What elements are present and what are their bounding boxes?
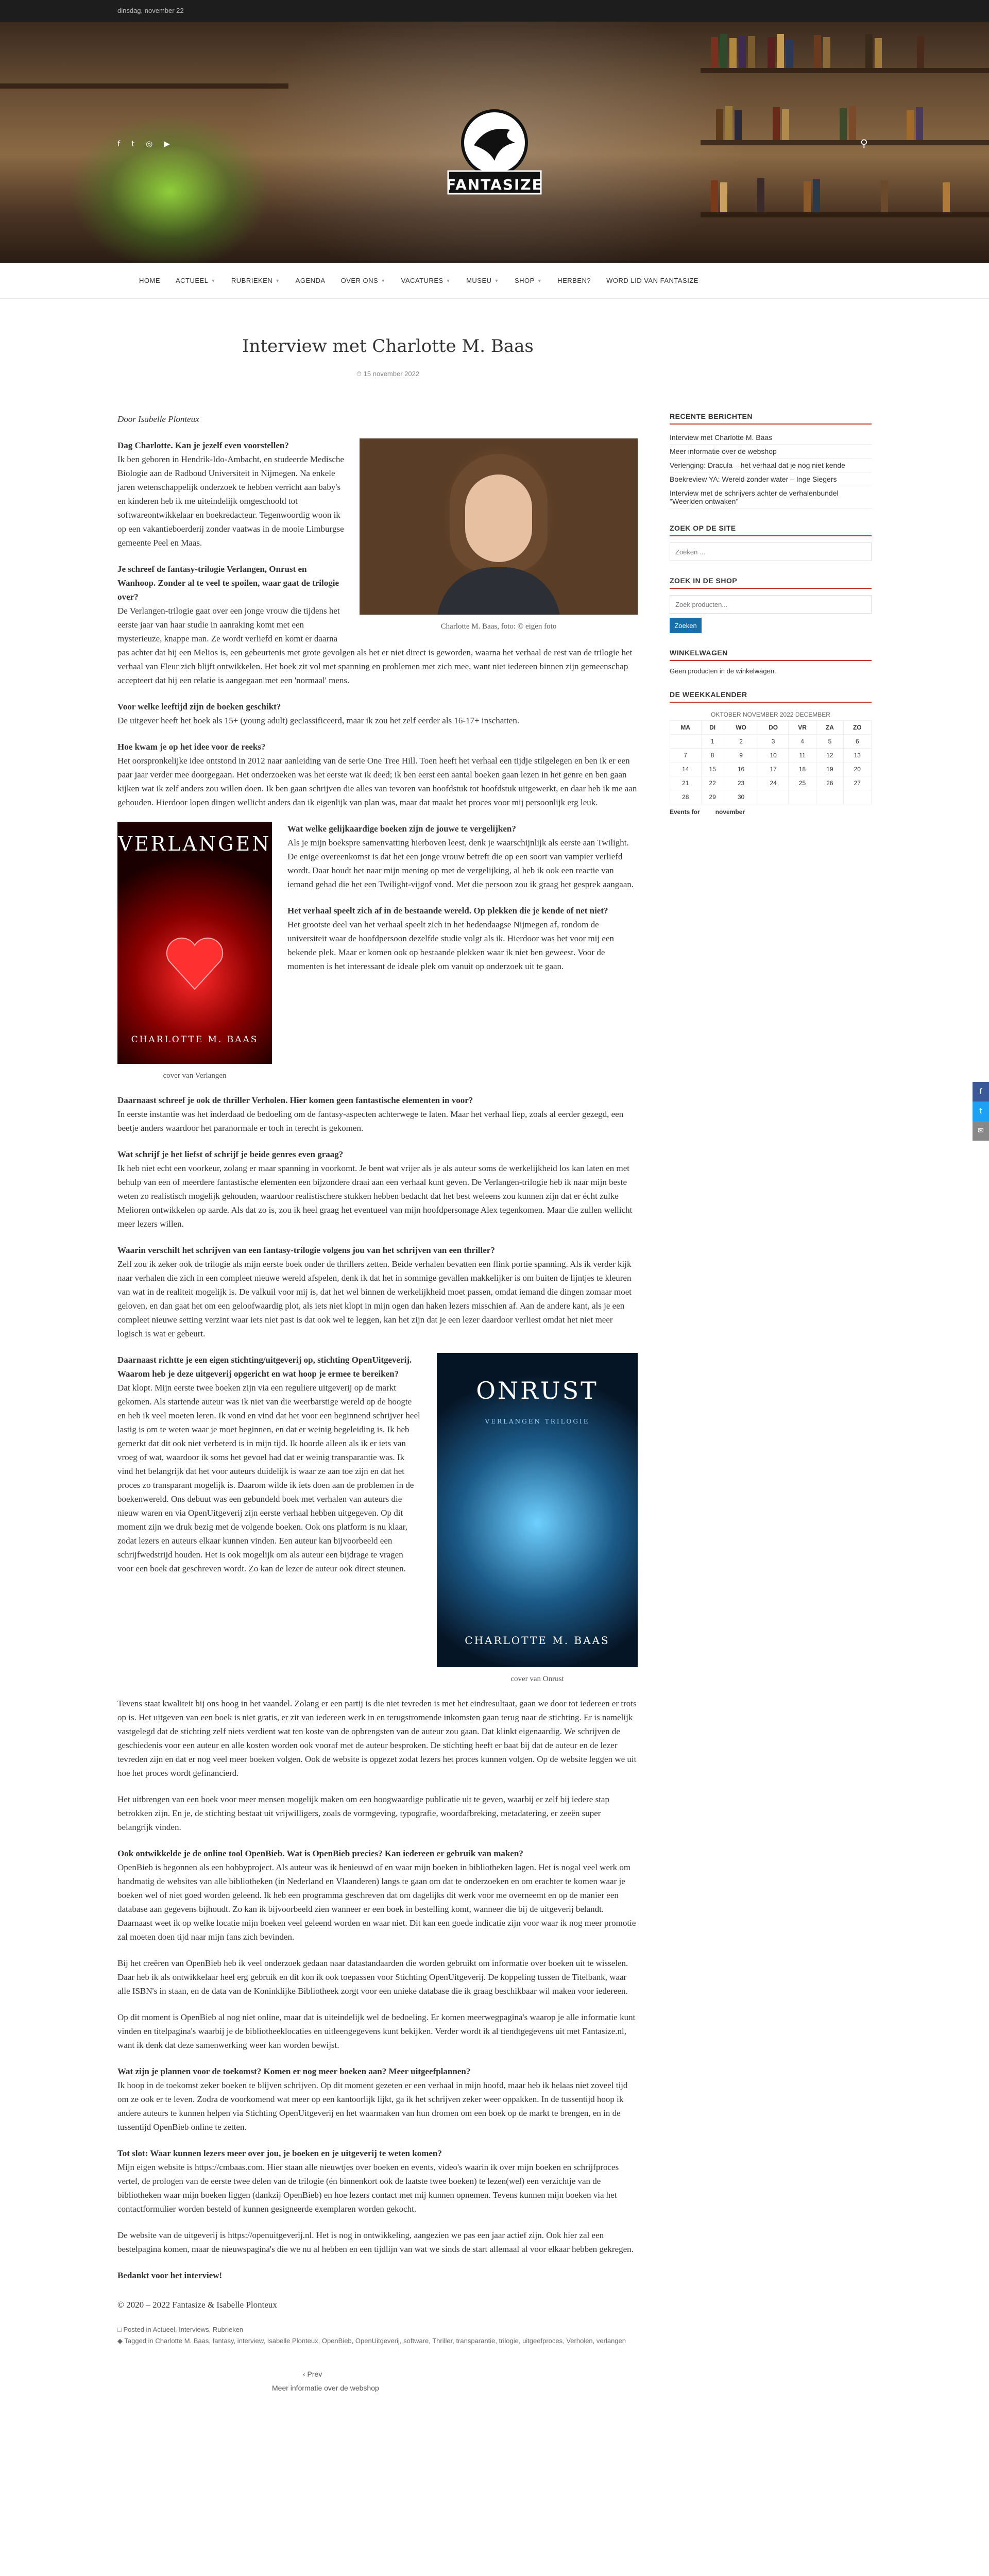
recent-post-link[interactable]: Meer informatie over de webshop	[670, 445, 872, 459]
calendar-week: 1 2 3 4 5 6	[670, 735, 872, 749]
calendar-week: 14 15 16 17 18 19 20	[670, 762, 872, 776]
answer: De uitgever heeft het boek als 15+ (young adult) geclassificeerd, maar ik zou het zelf eerder als 16-17+ inschatten.	[117, 716, 520, 725]
youtube-icon[interactable]: ▶	[164, 139, 170, 148]
calendar-footer	[670, 808, 872, 816]
tag-icon: ◆	[117, 2337, 125, 2345]
question: Waarin verschilt het schrijven van een fantasy-trilogie volgens jou van het schrijven van een thriller?	[117, 1245, 495, 1255]
copyright-note: © 2020 – 2022 Fantasize & Isabelle Plonteux	[117, 2300, 277, 2310]
answer: Zelf zou ik zeker ook de trilogie als mijn eerste boek onder de thrillers zetten. Beide verhalen bevatten een flink portie spanning. Als ik verder kijk naar verhalen die zich in een compleet nieuwe wereld afspelen, denk ik dat het in sommige gevallen makkelijker is om buiten de lijntjes te kleuren van wat in de realiteit mogelijk is. De valkuil voor mij is, dat het wel binnen de werkelijkheid moet passen, omdat iemand die dingen zomaar moet geloven, en dan gaat het om een geloofwaardig plot, als iets niet klopt in mijn ogen dan haken lezers misschien af. Aan de andere kant, als je een compleet nieuwe setting verzint waar iets niet past is dat ook wel te leggen, kan het zijn dat je een lezer daardoor verliest omdat het niet meer logisch is wat er gebeurt.	[117, 1259, 632, 1338]
answer: Mijn eigen website is https://cmbaas.com. Hier staan alle nieuwtjes over boeken en events, video's waarin ik over mijn boeken en schrijfproces vertel, de prologen van de eerste twee delen van de trilogie (én binnenkort ook de laatste twee boeken) te lezen(wel) een verzichtje van de bibliotheken waar mijn boeken liggen (dankzij OpenBieb) en hoe lezers contact met mij kunnen opnemen. Tevens kunnen mijn boeken via het contactformulier worden besteld of kunnen gesigneerde exemplaren worden gekocht.	[117, 2162, 619, 2214]
nav-item-vacatures[interactable]: VACATURES ▼	[401, 277, 451, 284]
widget-title: DE WEEKKALENDER	[670, 690, 872, 703]
chevron-down-icon: ▼	[494, 278, 499, 283]
recent-post-link[interactable]: Boekreview YA: Wereld zonder water – Inge Siegers	[670, 472, 872, 486]
question: Tot slot: Waar kunnen lezers meer over jou, je boeken en je uitgeverij te weten komen?	[117, 2148, 442, 2158]
question: Het verhaal speelt zich af in de bestaande wereld. Op plekken die je kende of net niet?	[287, 906, 608, 916]
shelf-decoration	[701, 140, 989, 145]
recent-post-link[interactable]: Verlenging: Dracula – het verhaal dat je nog niet kende	[670, 459, 872, 472]
closing-thanks: Bedankt voor het interview!	[117, 2270, 223, 2280]
cover-caption: cover van Onrust	[510, 1675, 564, 1683]
answer: Bij het creëren van OpenBieb heb ik veel onderzoek gedaan naar datastandaarden die worden gebruikt om informatie over boeken uit te wisselen. Daar heb ik als ontwikkelaar heel erg gebruik en dit kon ik ook toepassen voor Stichting OpenUitgeverij. De koppeling tussen de Titelbank, waar alle ISBN's in staan, en de data van de Koninklijke Bibliotheek zorgt voor een unieke database die ik graag beschikbaar wil maken voor iedereen.	[117, 1958, 628, 1996]
bookshelf-row	[711, 32, 979, 68]
post-meta	[117, 2324, 638, 2347]
question: Voor welke leeftijd zijn de boeken geschikt?	[117, 702, 281, 711]
facebook-share-icon[interactable]: f	[973, 1082, 989, 1101]
folder-icon: □	[117, 2326, 124, 2333]
article-body	[117, 412, 638, 2395]
chevron-down-icon: ▼	[275, 278, 280, 283]
question: Daarnaast schreef je ook de thriller Verholen. Hier komen geen fantastische elementen in voor?	[117, 1095, 473, 1105]
question: Ook ontwikkelde je de online tool OpenBieb. Wat is OpenBieb precies? Kan iedereen er gebruik van maken?	[117, 1849, 523, 1858]
nav-item-actueel[interactable]: ACTUEEL ▼	[176, 277, 216, 284]
widget-title: WINKELWAGEN	[670, 649, 872, 661]
question: Daarnaast richtte je een eigen stichting/uitgeverij op, stichting OpenUitgeverij. Waarom heb je deze uitgeverij opgericht en wat hoop je ermee te bereiken?	[117, 1355, 412, 1379]
cover-onrust-figure	[437, 1353, 638, 1686]
cart-widget	[670, 649, 872, 675]
cover-title: ONRUST	[476, 1377, 599, 1404]
events-for-label: Events for	[670, 808, 700, 816]
calendar-widget	[670, 690, 872, 816]
cart-empty-text: Geen producten in de winkelwagen.	[670, 667, 776, 675]
social-links	[117, 139, 170, 148]
question: Hoe kwam je op het idee voor de reeks?	[117, 742, 266, 752]
email-share-icon[interactable]: ✉	[973, 1121, 989, 1141]
nav-item-herben[interactable]: HERBEN?	[557, 277, 591, 284]
recent-posts-widget	[670, 412, 872, 509]
widget-title: ZOEK OP DE SITE	[670, 524, 872, 536]
prev-post-link[interactable]	[272, 2367, 638, 2395]
recent-post-link[interactable]: Interview met Charlotte M. Baas	[670, 431, 872, 445]
post-date[interactable]: ⏱ 15 november 2022	[356, 370, 420, 378]
hero-banner	[0, 22, 989, 263]
cover-author: CHARLOTTE M. BAAS	[465, 1634, 610, 1647]
site-search-widget	[670, 524, 872, 561]
answer: Als je mijn boekspre samenvatting hierboven leest, denk je waarschijnlijk als eerste aan Twilight. De enige overeenkomst is dat het een jonge vrouw betreft die op een soort van vampier verliefd wordt. Daar houdt het naar mijn mening op met de vergelijking, al heb ik ook een reactie van iemand gehad die het een Twilight-vijgof vond. Met die persoon zou ik graag het gesprek aangaan.	[287, 838, 634, 889]
cover-title: VERLANGEN	[118, 833, 271, 855]
nav-item-shop[interactable]: SHOP ▼	[514, 277, 542, 284]
shelf-decoration	[0, 83, 288, 89]
calendar-week: 21 22 23 24 25 26 27	[670, 776, 872, 790]
answer: OpenBieb is begonnen als een hobbyproject. Als auteur was ik benieuwd of en waar mijn boeken in bibliotheken lagen. Het is nogal veel werk om handmatig de websites van alle bibliotheken (in Nederland en Vlaanderen) langs te gaan om dat te onderzoeken en om erachter te komen waar je boeken wel of niet goed worden geleend. Ik heb een programma geschreven dat om dagelijks dit werk voor me overneemt en op de manier een database aan gegevens bijhoudt. Zo kan ik bijvoorbeeld zien wanneer er een boek in bestelling komt, wanneer die bij de uitgeverij belandt. Daarnaast weet ik op welke locatie mijn boeken veel geleend worden en waar niet. Dit kan een goede indicatie zijn voor waar ik nog meer promotie zal moeten doen tijd naar mijn fans zich bevinden.	[117, 1862, 636, 1942]
events-month-link[interactable]: november	[715, 808, 745, 816]
top-bar	[0, 0, 989, 22]
question: Wat zijn je plannen voor de toekomst? Komen er nog meer boeken aan? Meer uitgeefplannen?	[117, 2066, 471, 2076]
search-icon[interactable]: ⚲	[860, 137, 868, 149]
widget-title: ZOEK IN DE SHOP	[670, 577, 872, 589]
byline: Door Isabelle Plonteux	[117, 414, 199, 424]
cover-subtitle: VERLANGEN TRILOGIE	[485, 1418, 590, 1425]
share-bar	[973, 1082, 989, 1141]
calendar-table	[670, 709, 872, 804]
top-date: dinsdag, november 22	[117, 7, 184, 14]
post-tags[interactable]: ◆ Tagged in Charlotte M. Baas, fantasy, interview, Isabelle Plonteux, OpenBieb, OpenUitgeverij, software, Thriller, transparantie, trilogie, uitgeefproces, Verholen, verlangen	[117, 2337, 626, 2345]
shop-search-button[interactable]: Zoeken	[670, 618, 702, 633]
post-categories[interactable]: □ Posted in Actueel, Interviews, Rubrieken	[117, 2326, 244, 2333]
answer: Ik ben geboren in Hendrik-Ido-Ambacht, en studeerde Medische Biologie aan de Radboud Universiteit in Nijmegen. Na enkele jaren wetenschappelijk onderzoek te hebben verricht aan baby's en kinderen heb ik me uiteindelijk omgeschoold tot softwareontwikkelaar en boekredacteur. Tegenwoordig woon ik op een vakantieboerderij zonder vaatwas in de mooie Limburgse gemeente Peel en Maas.	[117, 454, 344, 548]
answer: Het oorspronkelijke idee ontstond in 2012 naar aanleiding van de serie One Tree Hill. Toen heeft het verhaal een tijdje stilgelegen en ben ik er een paar jaar verder mee doorgegaan. Het onderzoeken was het eerste wat ik deed; ik ben eerst een aantal boeken gaan lezen in het genre en ben gaan kijken wat ik zelf anders zou willen doen. Ik ben gaan schrijven die alles van tevoren van hoofdstuk tot hoofdstuk uitgewerkt, en daar heb ik me aan gehouden. Hierdoor lopen dingen wellicht anders dan ik eigenlijk van plan was, maar dat maakt het proces voor mij persoonlijk erg leuk.	[117, 756, 637, 807]
nav-item-agenda[interactable]: AGENDA	[295, 277, 326, 284]
answer: De website van de uitgeverij is https://openuitgeverij.nl. Het is nog in ontwikkeling, aangezien we pas een jaar actief zijn. Ook hier zal een bestelpagina komen, maar de nieuwspagina's die we nu al hebben en een tijdlijn van wat we sinds de start allemaal al voor elkaar hebben gekregen.	[117, 2230, 634, 2254]
facebook-icon[interactable]: f	[117, 139, 121, 148]
author-photo-figure	[360, 438, 638, 634]
answer: Op dit moment is OpenBieb al nog niet online, maar dat is uiteindelijk wel de bedoeling. Er komen meerwegpagina's waarop je alle informatie kunt vinden en titelpagina's waarbij je de bibliotheeklocaties en uitleengegevens kunt bekijken. Verder wordt ik al tiendtgegevens uit met Fantasize.nl, want ik denk dat deze samenwerking weer kan worden bewijst.	[117, 2012, 636, 2050]
calendar-weekdays: MA DI WO DO VR ZA ZO	[670, 721, 872, 735]
bookshelf-row	[711, 176, 979, 212]
post-navigation	[117, 2367, 638, 2395]
calendar-week: 28 29 30	[670, 790, 872, 804]
main-navigation	[0, 263, 989, 299]
shelf-decoration	[701, 212, 989, 217]
question: Dag Charlotte. Kan je jezelf even voorstellen?	[117, 440, 289, 450]
sidebar	[670, 412, 872, 816]
shop-search-input[interactable]	[670, 595, 872, 614]
question: Je schreef de fantasy-trilogie Verlangen, Onrust en Wanhoop. Zonder al te veel te spoilen, waar gaat de trilogie over?	[117, 564, 339, 602]
cover-verlangen	[117, 822, 272, 1064]
recent-post-link[interactable]: Interview met de schrijvers achter de verhalenbundel "Weerlden ontwaken"	[670, 486, 872, 509]
twitter-share-icon[interactable]: t	[973, 1101, 989, 1121]
prev-label: ‹ Prev	[303, 2370, 322, 2378]
cover-onrust	[437, 1353, 638, 1667]
shelf-decoration	[701, 68, 989, 73]
answer: Tevens staat kwaliteit bij ons hoog in het vaandel. Zolang er een partij is die niet tevreden is met het eindresultaat, gaan we door tot iedereen er trots op is. Het uitgeven van een boek is niet gratis, er zit van iedereen werk in en terugstromende inkomsten gaan terug naar de stichting. Er is namelijk vastgelegd dat de stichting zelf niets verdient wat ten koste van de opbrengsten van de auteur zou gaan. Dat klinkt eigenaardig. We schrijven de geschiedenis voor een auteur en alle kosten worden ook vooraf met de auteur besproken. De stichting heeft er baat bij dat de auteur en de lezer tevreden zijn en dat er nog veel meer boeken volgen. Ook de website is opgezet zodat lezers het proces kunnen volgen. Op de website leggen we uit hoe het proces wordt gefinancierd.	[117, 1699, 637, 1778]
answer: Het uitbrengen van een boek voor meer mensen mogelijk maken om een hoogwaardige publicatie uit te geven, waarbij er zelf bij iedere stap betrokken zijn. En je, de stichting bestaat uit vrijwilligers, zoals de vormgeving, typografie, woordafbreking, metadatering, er zeeën super belangrijk vinden.	[117, 1794, 609, 1832]
post-title: Interview met Charlotte M. Baas	[242, 336, 534, 357]
nav-item-rubrieken[interactable]: RUBRIEKEN ▼	[231, 277, 280, 284]
nav-item-museu[interactable]: MUSEU ▼	[466, 277, 499, 284]
shop-search-widget	[670, 577, 872, 633]
nav-item-over-ons[interactable]: OVER ONS ▼	[340, 277, 386, 284]
answer: Het grootste deel van het verhaal speelt zich in het hedendaagse Nijmegen af, rondom de universiteit waar de hoofdpersoon dezelfde studie volgt als ik. Hierdoor was het voor mij een bekende plek. Maar er komen ook op bestaande plekken waar ik niet ben geweest. Voor de momenten is het interessant de ideale plek om vanuit op onderzoek uit te gaan.	[287, 920, 615, 971]
site-search-input[interactable]	[670, 543, 872, 561]
calendar-week: 7 8 9 10 11 12 13	[670, 749, 872, 762]
question: Wat welke gelijkaardige boeken zijn de jouwe te vergelijken?	[287, 824, 516, 834]
cover-verlangen-figure	[117, 822, 272, 1083]
nav-item-home[interactable]: HOME	[139, 277, 160, 284]
answer: De Verlangen-trilogie gaat over een jonge vrouw die tijdens het eerste jaar van haar studie in aanraking komt met een mysterieuze, knappe man. Ze wordt verliefd en komt er daarna pas achter dat hij een Melios is, een gebeurtenis met grote gevolgen als het er niet direct is geworden, waarna het verhaal de rest van de trilogie het verhaal van Fleur zich blijft ontwikkelen. Het boek zit vol met spanning en problemen met zich mee, want niet iedereen binnen zijn gemeenschap accepteert dat hij een relatie is aangegaan met een 'normaal' mens.	[117, 606, 633, 685]
widget-title: RECENTE BERICHTEN	[670, 412, 872, 425]
nav-item-word-lid[interactable]: WORD LID VAN FANTASIZE	[606, 277, 698, 284]
cover-caption: cover van Verlangen	[163, 1072, 227, 1080]
chevron-down-icon: ▼	[446, 278, 451, 283]
instagram-icon[interactable]: ◎	[146, 139, 153, 148]
photo-caption: Charlotte M. Baas, foto: © eigen foto	[440, 622, 557, 631]
answer: Dat klopt. Mijn eerste twee boeken zijn via een reguliere uitgeverij op de markt gekomen. Als startende auteur was ik niet van die weerbarstige wereld op de hoogte en heb ik veel moeten leren. Ik vond en vind dat het voor een beginnend schrijver heel lastig is om te weten waar je moet beginnen, en dat er weinig begeleiding is. Ik heb gemerkt dat dit ook niet verbeterd is in mijn tijd. Ik hoorde alleen als ik er iets van vroeg of wat, waardoor ik soms het gevoel had dat er weinig transparantie was. Ik vind het belangrijk dat het voor auteurs duidelijk is waar ze aan toe zijn en dat het proces zo transparant mogelijk is. Daarom wilde ik iets doen aan de problemen in de boekenwereld. Ons debuut was een gebundeld boek met verhalen van auteurs die nieuw waren en via OpenUitgeverij zijn eerste verhaal hebben uitgegeven. Op dit moment zijn we druk bezig met de volgende boeken. Ook ons platform is nu klaar, zodat lezers en auteurs elkaar kunnen vinden. Een auteur kan bijvoorbeeld een schrijfwedstrijd houden. Het is ook mogelijk om als auteur een bijdrage te vragen voor een boek dat geschreven wordt. Zo kan de lezer de auteur ook direct steunen.	[117, 1383, 420, 1573]
twitter-icon[interactable]: t	[131, 139, 135, 148]
answer: Ik hoop in de toekomst zeker boeken te blijven schrijven. Op dit moment gezeten er een verhaal in mijn hoofd, maar heb ik helaas niet zoveel tijd om ze ook er te leven. Zodra de voorkomend wat meer op een kantoorlijk lijkt, ga ik het schrijven zeker weer oppakken. In de tussentijd hoop ik andere auteurs te kunnen helpen via Stichting OpenUitgeverij en het waarmaken van hun dromen om een boek op de markt te brengen, en in de tussentijd OpenBieb online te zetten.	[117, 2080, 628, 2132]
chevron-down-icon: ▼	[381, 278, 386, 283]
author-photo	[360, 438, 638, 615]
heart-icon	[164, 935, 226, 992]
answer: Ik heb niet echt een voorkeur, zolang er maar spanning in voorkomt. Je bent wat vrijer als je als auteur soms de werkelijkheid los kan laten en met behulp van een of meerdere fantastische elementen een bijzondere draai aan een verhaal kunt geven. De Verlangen-trilogie heb ik naar mijn beste weten zo realistisch mogelijk gehouden, waardoor realistischere stukken hebben bedacht dat het best weleens zou kunnen zijn dat er écht zulke Melioren ontwikkelen op aarde. Als dat zo is, zou ik heel graag het eventueel van mijn hoofdpersonage Alex tegenkomen. Maar die zullen wellicht meer lezers willen.	[117, 1163, 633, 1229]
chevron-down-icon: ▼	[537, 278, 542, 283]
chevron-down-icon: ▼	[211, 278, 216, 283]
prev-title: Meer informatie over de webshop	[272, 2384, 379, 2392]
cover-author: CHARLOTTE M. BAAS	[131, 1035, 259, 1045]
answer: In eerste instantie was het inderdaad de bedoeling om de fantasy-aspecten achterwege te laten. Maar het verhaal liep, zoals al eerder gezegd, een beetje anders waardoor het paranormale er toch in terecht is gekomen.	[117, 1109, 624, 1133]
calendar-caption[interactable]: OKTOBER NOVEMBER 2022 DECEMBER	[711, 711, 830, 718]
bookshelf-row	[711, 104, 979, 140]
question: Wat schrijf je het liefst of schrijf je beide genres even graag?	[117, 1149, 344, 1159]
logo-text: FANTASIZE	[446, 176, 543, 193]
